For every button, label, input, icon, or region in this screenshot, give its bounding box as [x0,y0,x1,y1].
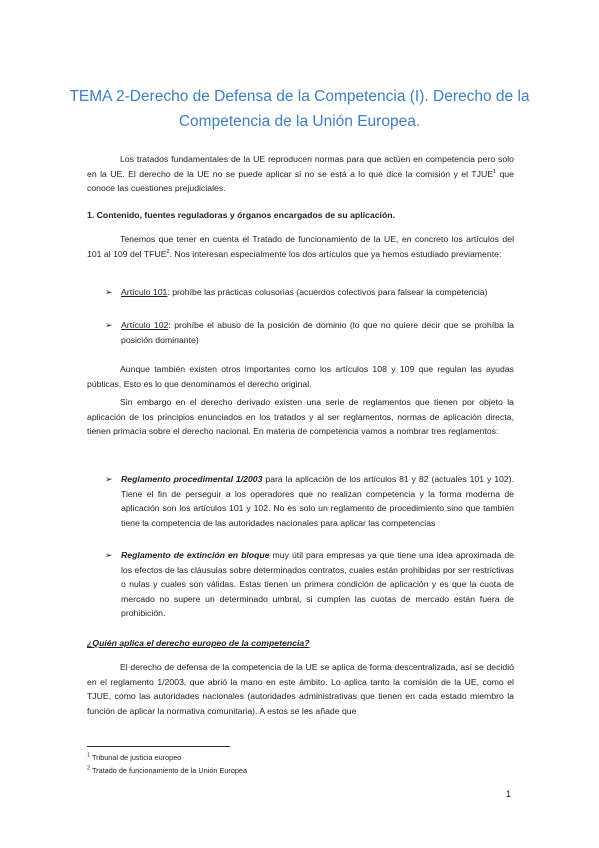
footnote-divider [87,746,230,747]
para1-tail: . Nos interesan especialmente los dos artículos que ya hemos estudiado previamente: [169,248,502,259]
footnote-2-text: Tratado de funcionamiento de la Unión Europea [90,766,248,775]
document-title: TEMA 2-Derecho de Defensa de la Competencia (I). Derecho de la Competencia de la Unión Europea. [69,88,530,130]
paragraph-ayudas: Aunque también existen otros importantes como los artículos 108 y 109 que regulan las ayudas públicas. Esto es lo que denominamos el derecho original. [87,364,514,389]
paragraph-tfue [87,232,514,261]
list-item-reglamento-extincion [121,548,514,621]
intro-paragraph [87,152,514,196]
intro-text: Los tratados fundamentales de la UE reproducen normas para que actúen en competencia pero solo en la UE. El derecho de la UE no se puede aplicar si no se está a lo que dice la comisión y el TJUE [87,154,514,179]
reglamento-procedimental-text: para la aplicación de los artículos 81 y 82 (actuales 101 y 102). Tiene el fin de perseguir a los operadores que no realizan competencia y la forma moderna de aplicación son los artículos 101 y 102. No es solo un reglamento de procedimiento sino que también tiene la competencia de las autoridades nacionales para aplicar las competencias [121,474,515,528]
footnote-1-text: Tribunal de justicia europeo [90,753,182,762]
paragraph-derecho-derivado: Sin embargo en el derecho derivado existen una serie de reglamentos que tienen por objeto la aplicación de los principios enunciados en los tratados y al ser reglamentos, normas de aplicación directa, tienen primacía sobre el derecho nacional. En materia de competencia vamos a nombrar tres reglamentos: [87,397,514,436]
list-item-article-101 [121,285,514,300]
footnote-ref-2: 2 [166,248,170,255]
section-heading-2: ¿Quién aplica el derecho europeo de la competencia? [87,638,310,648]
article-102-text: : prohíbe el abuso de la posición de dominio (lo que no quiere decir que se prohíba la posición dominante) [121,320,514,345]
footnote-ref-1: 1 [493,168,497,175]
article-101-label: Artículo 101 [121,287,168,297]
page-number: 1 [506,789,512,799]
footnote-1-number: 1 [87,752,91,759]
footnote-2-number: 2 [87,765,91,772]
intro-tail: que conoce las cuestiones prejudiciales. [87,168,514,193]
list-item-article-102 [121,318,514,347]
reglamento-extincion-label: Reglamento de extinción en bloque [121,550,270,560]
article-101-text: : prohíbe las prácticas colusorias (acuerdos colectivos para falsear la competencia) [167,287,488,297]
list-item-reglamento-1-2003 [121,472,514,530]
arrow-bullet-icon: ➢ [105,287,113,297]
arrow-bullet-icon: ➢ [105,320,113,330]
arrow-bullet-icon: ➢ [105,550,113,560]
article-102-label: Artículo 102 [121,320,169,330]
arrow-bullet-icon: ➢ [105,474,113,484]
para1-text: Tenemos que tener en cuenta el Tratado de funcionamiento de la UE, en concreto los artículos del 101 al 109 del TFUE [87,234,514,259]
section-heading-1: 1. Contenido, fuentes reguladoras y órganos encargados de su aplicación. [87,210,395,220]
paragraph-descentralizada: El derecho de defensa de la competencia de la UE se aplica de forma descentralizada, así se decidió en el reglamento 1/2003, que abrió la mano en este ámbito. Lo aplica tanto la comisión de la UE, como el TJUE, como las autoridades nacionales (autoridades administrativas que tienen en cada estado miembro la función de aplicar la normativa comunitaria). A estos se les añade que [87,662,514,716]
footnote-1 [87,752,181,763]
reglamento-extincion-text: muy útil para empresas ya que tiene una idea aproximada de los efectos de las cláusulas sobre determinados contratos, cuales están prohibidas por ser restrictivas o nulas y cuales son válidas. Estas tienen un primera condición de aplicación y es que la cuota de mercado no supere un determinado umbral, si cumplen las cuotas de mercado están fuera de prohibición. [121,550,514,618]
footnote-2 [87,765,247,776]
reglamento-procedimental-label: Reglamento procedimental 1/2003 [121,474,263,484]
